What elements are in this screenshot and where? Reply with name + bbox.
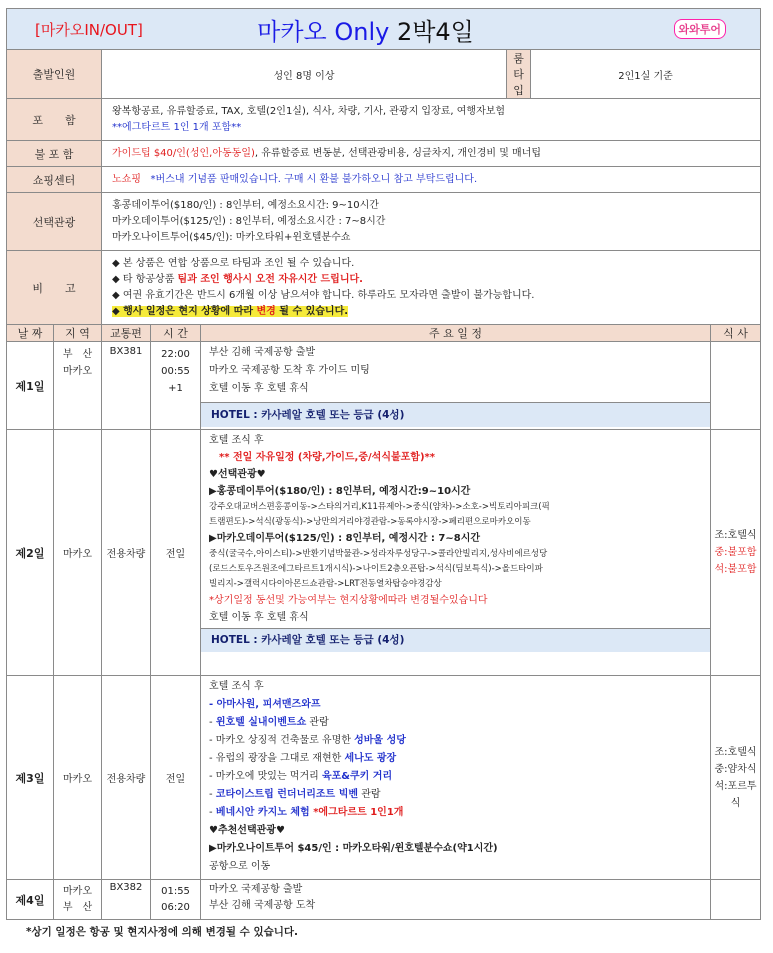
day-time: 22:00 00:55 +1 bbox=[151, 342, 201, 430]
shopping-value: 노쇼핑 *버스내 기념품 판매있습니다. 구매 시 환불 불가하오니 참고 부탁드립니다. bbox=[102, 167, 761, 193]
departure-label: 출발인원 bbox=[7, 50, 102, 99]
hotel-info: HOTEL : 카사레알 호텔 또는 등급 (4성) bbox=[201, 628, 710, 652]
excludes-row bbox=[7, 141, 761, 167]
departure-row bbox=[7, 50, 761, 99]
notes-value: ◆ 본 상품은 연합 상품으로 타팀과 조인 될 수 있습니다. ◆ 타 항공상품 팀과 조인 행사시 오전 자유시간 드립니다. ◆ 여권 유효기간은 반드시 6개월 이상 남으셔야 합니다. 하루라도 모자라면 출발이 불가능합니다. ◆ 행사 일정은 현지 상황에 따라 변경 될 수 있습니다. bbox=[102, 251, 761, 325]
includes-label: 포 함 bbox=[7, 99, 102, 141]
itinerary-document bbox=[0, 8, 773, 939]
day-transport: BX381 bbox=[102, 342, 151, 430]
hotel-info: HOTEL : 카사레알 호텔 또는 등급 (4성) bbox=[201, 402, 710, 427]
shopping-label: 쇼핑센터 bbox=[7, 167, 102, 193]
day-transport: BX382 bbox=[102, 880, 151, 920]
day-region: 마카오 bbox=[54, 430, 102, 676]
excludes-value: 가이드팁 $40/인(성인,아동동일), 유류할증료 변동분, 선택관광비용, 싱글차지, 개인경비 및 매너팁 bbox=[102, 141, 761, 167]
optional-row bbox=[7, 193, 761, 251]
col-transport: 교통편 bbox=[102, 325, 151, 342]
day-label: 제3일 bbox=[7, 676, 54, 880]
day-time: 전일 bbox=[151, 676, 201, 880]
day-time: 01:55 06:20 bbox=[151, 880, 201, 920]
day-time: 전일 bbox=[151, 430, 201, 676]
includes-value: 왕복항공료, 유류할증료, TAX, 호텔(2인1실), 식사, 차량, 기사, 관광지 입장료, 여행자보험 **에그타르트 1인 1개 포함** bbox=[102, 99, 761, 141]
day-schedule: 호텔 조식 후 - 아마사원, 피셔맨즈와프 - 윈호텔 실내이벤트쇼 관람 - 마카오 상징적 건축물로 유명한 성바울 성당 - 유럽의 광장을 그대로 재현한 세나도 광장 - 마카오에 맛있는 먹거리 육포&쿠키 거리 - 코타이스트립 런더너리조트 빅벤 관람 - 베네시안 카지노 체험 *에그타르트 1인1개 ♥추천선택관광♥ ▶마카오나이트투어 $45/인 : 마카오타워/윈호텔분수쇼(약1시간) 공항으로 이동 bbox=[201, 676, 711, 880]
day-meal bbox=[711, 880, 761, 920]
title-row bbox=[7, 9, 761, 50]
room-label: 룸 타 입 bbox=[507, 50, 531, 99]
col-date: 날 짜 bbox=[7, 325, 54, 342]
day-region: 마카오 부 산 bbox=[54, 880, 102, 920]
col-region: 지 역 bbox=[54, 325, 102, 342]
room-value: 2인1실 기준 bbox=[531, 50, 761, 99]
day-transport: 전용차량 bbox=[102, 676, 151, 880]
departure-value: 성인 8명 이상 bbox=[102, 50, 507, 99]
day-label: 제4일 bbox=[7, 880, 54, 920]
col-time: 시 간 bbox=[151, 325, 201, 342]
page-title: 마카오 Only 2박4일 bbox=[201, 9, 531, 50]
excludes-label: 불 포 함 bbox=[7, 141, 102, 167]
col-meal: 식 사 bbox=[711, 325, 761, 342]
day-row-1 bbox=[7, 342, 761, 430]
optional-label: 선택관광 bbox=[7, 193, 102, 251]
day-region: 부 산 마카오 bbox=[54, 342, 102, 430]
day-schedule: 호텔 조식 후 ** 전일 자유일정 (차량,가이드,중/석식불포함)** ♥선택관광♥ ▶홍콩데이투어($180/인) : 8인부터, 예정시간:9~10시간 강주오대교버스편홍콩이동->스타의거리,K11뮤제아->중식(얌차)->소호->빅토리아피크(픽 트램편도)->석식(광동식)->낭만의거리야경관람->동록야시장->페리편으로마카오이동 ▶마카오데이투어($125/인) : 8인부터, 예정시간 : 7~8시간 중식(굴국수,아이스티)->반환기념박물관->성라자루성당구->콜라안빌리지,성사비에르성당 (로드스토우즈원조에그타르트1개시식)->나이트2층오픈탑->석식(딤보특식)->올드타이파 빌리지->갤럭시다이아몬드쇼관람->LRT전동열차탑승야경감상 *상기일정 동선및 가능여부는 현지상황에따라 변경될수있습니다 호텔 이동 후 호텔 휴식 HOTEL : 카사레알 호텔 또는 등급 (4성) bbox=[201, 430, 711, 676]
day-label: 제1일 bbox=[7, 342, 54, 430]
day-label: 제2일 bbox=[7, 430, 54, 676]
shopping-row bbox=[7, 167, 761, 193]
notes-row bbox=[7, 251, 761, 325]
day-schedule: 마카오 국제공항 출발 부산 김해 국제공항 도착 bbox=[201, 880, 711, 920]
optional-value: 홍콩데이투어($180/인) : 8인부터, 예정소요시간: 9~10시간 마카오데이투어($125/인) : 8인부터, 예정소요시간 : 7~8시간 마카오나이트투어($45/인): 마카오타워+윈호텔분수쇼 bbox=[102, 193, 761, 251]
day-meal bbox=[711, 342, 761, 430]
day-row-2 bbox=[7, 430, 761, 676]
day-row-4 bbox=[7, 880, 761, 920]
brand-logo: 와와투어 bbox=[531, 9, 761, 50]
includes-row bbox=[7, 99, 761, 141]
day-schedule: 부산 김해 국제공항 출발 마카오 국제공항 도착 후 가이드 미팅 호텔 이동 후 호텔 휴식 HOTEL : 카사레알 호텔 또는 등급 (4성) bbox=[201, 342, 711, 430]
notes-label: 비 고 bbox=[7, 251, 102, 325]
day-row-3 bbox=[7, 676, 761, 880]
column-header-row bbox=[7, 325, 761, 342]
day-meal: 조:호텔식 중:얌차식 석:포르투식 bbox=[711, 676, 761, 880]
col-schedule: 주 요 일 정 bbox=[201, 325, 711, 342]
day-meal: 조:호텔식 중:불포함 석:불포함 bbox=[711, 430, 761, 676]
footer-note: *상기 일정은 항공 및 현지사정에 의해 변경될 수 있습니다. bbox=[26, 926, 299, 938]
itinerary-table bbox=[6, 8, 761, 920]
day-transport: 전용차량 bbox=[102, 430, 151, 676]
route-title: [마카오IN/OUT] bbox=[7, 9, 201, 50]
day-region: 마카오 bbox=[54, 676, 102, 880]
